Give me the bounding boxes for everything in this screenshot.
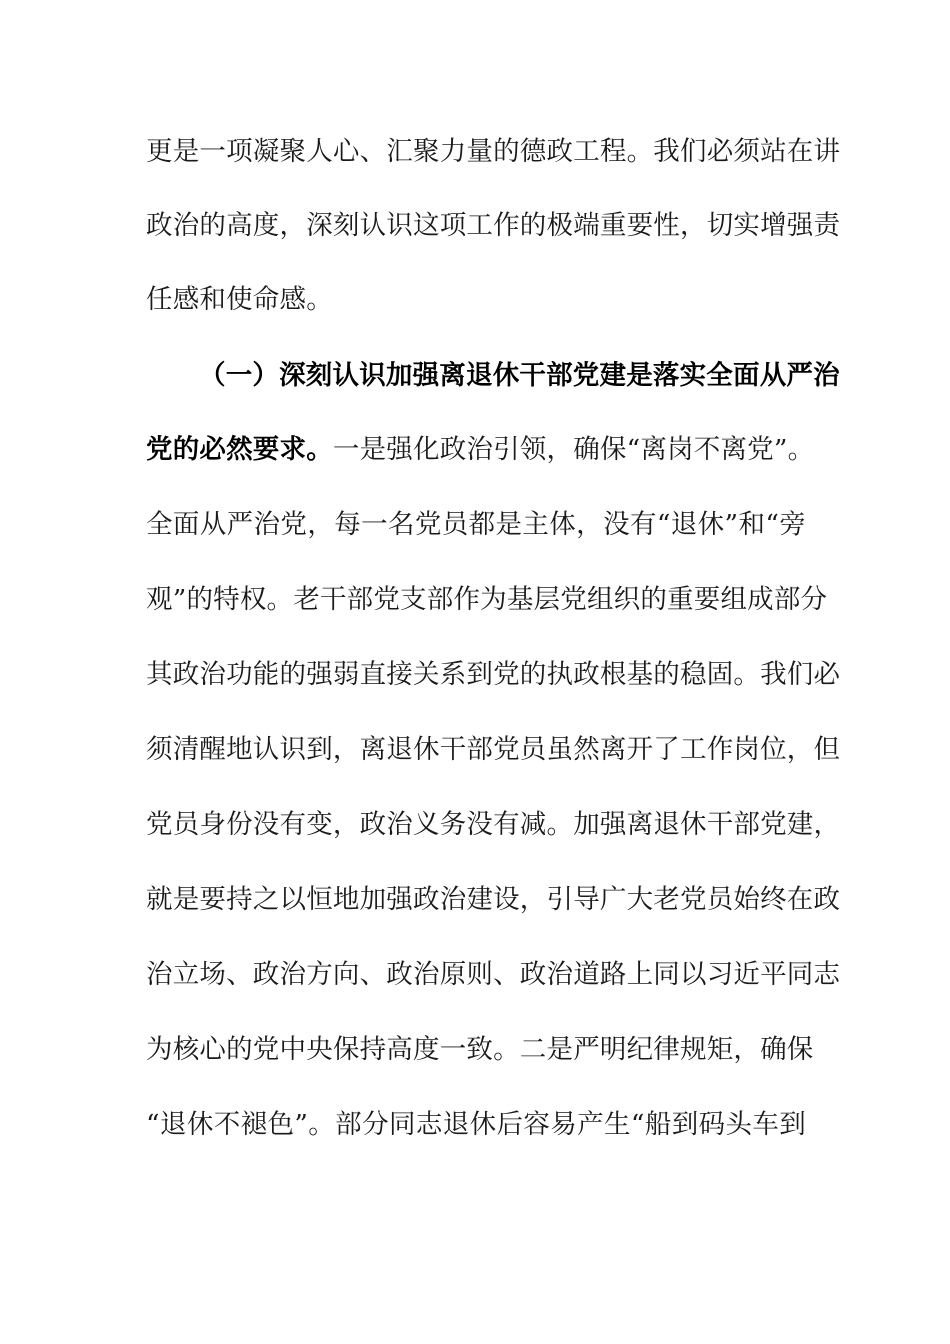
paragraph-line: 全面从严治党，每一名党员都是主体，没有“退休”和“旁 [146,509,806,540]
paragraph-line: 政治的高度，深刻认识这项工作的极端重要性，切实增强责 [146,210,841,241]
paragraph-line: 治立场、政治方向、政治原则、政治道路上同以习近平同志 [146,959,841,990]
paragraph-line: 观”的特权。老干部党支部作为基层党组织的重要组成部分 [146,584,828,615]
paragraph-line: 任感和使命感。 [146,284,333,315]
section-heading: （一）深刻认识加强离退休干部党建是落实全面从严治 [199,360,840,391]
paragraph-line: 党员身份没有变，政治义务没有减。加强离退休干部党建， [146,809,841,840]
paragraph-line [146,430,815,470]
section-heading-continuation: 党的必然要求。 [146,434,333,465]
paragraph-line: 更是一项凝聚人心、汇聚力量的德政工程。我们必须站在讲 [146,136,841,167]
paragraph-text: 一是强化政治引领，确保“离岗不离党”。 [332,434,815,465]
paragraph-line: 就是要持之以恒地加强政治建设，引导广大老党员始终在政 [146,884,841,915]
paragraph-line: 须清醒地认识到，离退休干部党员虽然离开了工作岗位，但 [146,734,841,765]
paragraph-line: 其政治功能的强弱直接关系到党的执政根基的稳固。我们必 [146,659,841,690]
paragraph-line: 为核心的党中央保持高度一致。二是严明纪律规矩，确保 [146,1034,814,1065]
paragraph-line: “退休不褪色”。部分同志退休后容易产生“船到码头车到 [146,1109,806,1140]
